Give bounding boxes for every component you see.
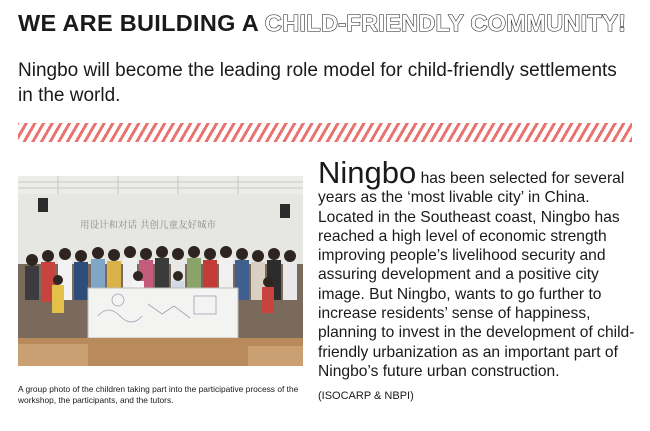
group-photo xyxy=(18,176,303,366)
article-body xyxy=(318,155,636,381)
page-heading xyxy=(18,10,626,37)
page-subtitle: Ningbo will become the leading role model for child-friendly settlements in the world. xyxy=(18,60,617,106)
article-credit: (ISOCARP & NBPI) xyxy=(318,390,414,402)
heading-plain-text: WE ARE BUILDING A xyxy=(18,10,265,36)
article-lead-word: Ningbo xyxy=(318,155,417,190)
heading-outlined-text: CHILD-FRIENDLY COMMUNITY! xyxy=(264,10,627,36)
photo-caption: A group photo of the children taking part into the participative process of the workshop, the participants, and the tutors. xyxy=(18,384,299,405)
article-body-text: has been selected for several years as the ‘most livable city’ in China. Located in the Southeast coast, Ningbo has reached a high level of economic strength improving people’s livelihood security and assuring development and a positive city image. But Ningbo, wants to go further to increase residents’ sense of happiness, planning to invest in the development of child-friendly urbanization as an important part of Ningbo’s future urban construction. xyxy=(318,170,635,380)
group-photo-illustration xyxy=(18,176,303,366)
decorative-stripe-band xyxy=(18,123,632,142)
photo-wall-text: 用设计和对话 共创儿童友好城市 xyxy=(80,220,217,231)
